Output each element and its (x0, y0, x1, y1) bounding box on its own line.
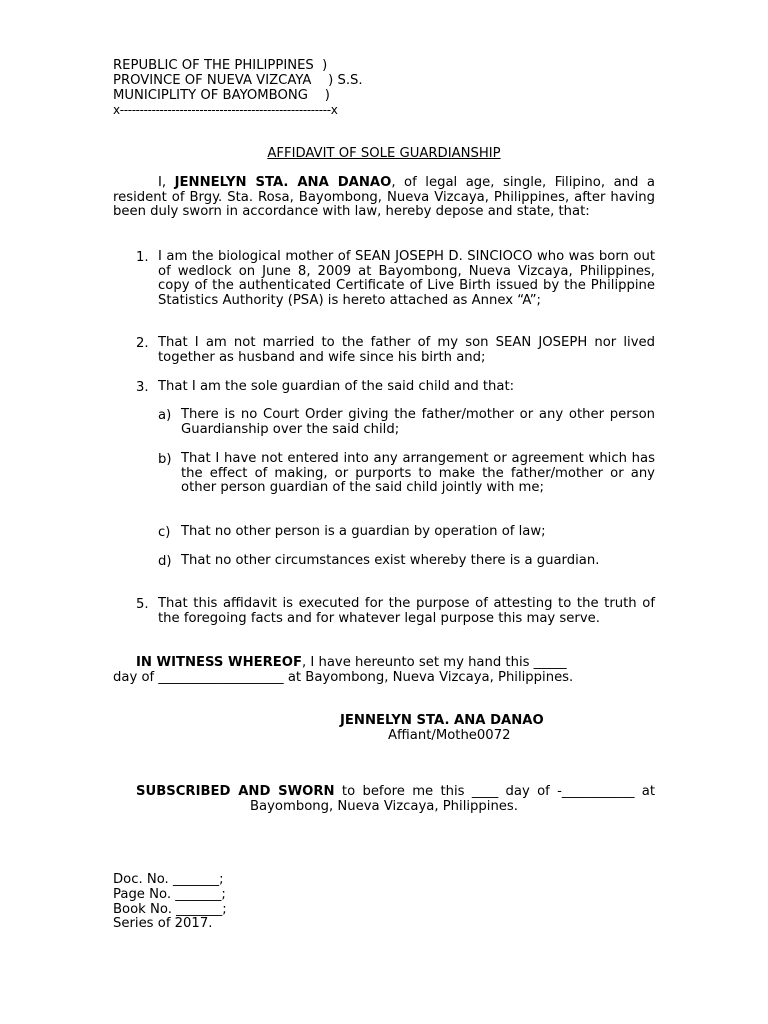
doc-number: Doc. No. _______; (113, 872, 224, 887)
caption-municipality: MUNICIPLITY OF BAYOMBONG ) (113, 88, 330, 103)
item-3-number: 3. (136, 380, 149, 395)
subitem-b-letter: b) (158, 452, 172, 467)
intro-paragraph (113, 176, 655, 220)
jurat-heading: SUBSCRIBED AND SWORN (136, 784, 335, 799)
intro-prefix: I, (158, 175, 175, 190)
subitem-a-letter: a) (158, 408, 172, 423)
intro-text: , of legal age, single, Filipino, and a resident of Brgy. Sta. Rosa, Bayombong, Nueva Vizcaya, Philippines, after having been duly sworn in accordance with law, hereby depose and state, that: (113, 175, 655, 220)
item-2-number: 2. (136, 336, 149, 351)
witness-text-1: , I have hereunto set my hand this _____ (302, 655, 567, 670)
caption-province: PROVINCE OF NUEVA VIZCAYA ) S.S. (113, 73, 363, 88)
item-5-text: That this affidavit is executed for the purpose of attesting to the truth of the foregoing facts and for whatever legal purpose this may serve. (158, 596, 655, 626)
item-5-number: 5. (136, 597, 149, 612)
jurat-text: to before me this ____ day of -___________ at Bayombong, Nueva Vizcaya, Philippines. (250, 784, 655, 814)
subitem-d-letter: d) (158, 554, 172, 569)
caption-divider: x-----------------------------------------------------x (113, 103, 338, 117)
signature-name: JENNELYN STA. ANA DANAO (340, 713, 544, 728)
subitem-a-text: There is no Court Order giving the father/mother or any other person Guardianship over the said child; (181, 407, 655, 437)
item-1-number: 1. (136, 250, 149, 265)
series-year: Series of 2017. (113, 916, 213, 931)
page-number: Page No. _______; (113, 887, 226, 902)
witness-line-1 (136, 655, 567, 670)
witness-heading: IN WITNESS WHEREOF (136, 655, 302, 670)
subitem-d-text: That no other circumstances exist whereby there is a guardian. (181, 553, 600, 568)
jurat-paragraph (113, 785, 655, 814)
signature-role: Affiant/Mothe0072 (388, 728, 511, 743)
document-title: AFFIDAVIT OF SOLE GUARDIANSHIP (267, 146, 501, 161)
subitem-c-letter: c) (158, 525, 171, 540)
item-2-text: That I am not married to the father of my son SEAN JOSEPH nor lived together as husband and wife since his birth and; (158, 335, 655, 365)
affiant-name: JENNELYN STA. ANA DANAO (174, 175, 392, 190)
book-number: Book No. _______; (113, 902, 227, 917)
item-1-text: I am the biological mother of SEAN JOSEPH D. SINCIOCO who was born out of wedlock on June 8, 2009 at Bayombong, Nueva Vizcaya, Philippines, copy of the authenticated Certificate of Live Birth issued by the Philippine Statistics Authority (PSA) is hereto attached as Annex “A”; (158, 249, 655, 308)
witness-line-2: day of ___________________ at Bayombong, Nueva Vizcaya, Philippines. (113, 670, 574, 685)
subitem-c-text: That no other person is a guardian by operation of law; (181, 524, 546, 539)
item-3-text: That I am the sole guardian of the said child and that: (158, 379, 515, 394)
caption-republic: REPUBLIC OF THE PHILIPPINES ) (113, 58, 328, 73)
subitem-b-text: That I have not entered into any arrangement or agreement which has the effect of making, or purports to make the father/mother or any other person guardian of the said child jointly with me; (181, 451, 655, 496)
